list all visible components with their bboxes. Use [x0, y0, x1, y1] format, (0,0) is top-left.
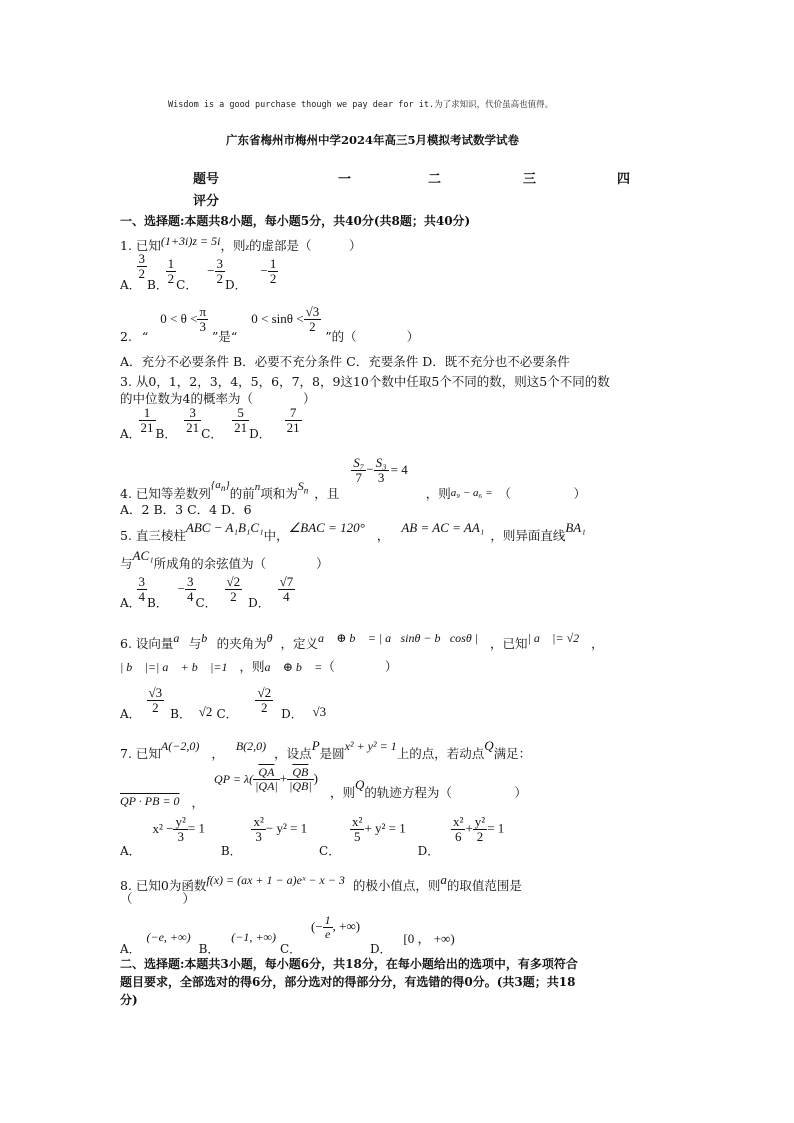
- q5-opt-a-frac: $\frac{3}{4}$: [138, 574, 145, 604]
- q8-a: a: [440, 872, 447, 887]
- q6-norms: | b⃗ |=| a⃗ + b⃗ |=1: [120, 660, 228, 674]
- section-2-line-2: 题目要求，全部选对的得6分，部分选对的得部分分，有选错的得0分。(共3题；共18: [120, 975, 576, 989]
- q8-opt-c-label: C．: [279, 941, 302, 956]
- q4-minus: −: [366, 461, 374, 477]
- question-7: [120, 736, 532, 761]
- q6-norm-a: | a⃗ |= √2: [527, 631, 580, 645]
- q6-vec-a: a⃗: [173, 631, 189, 645]
- q4-t3: ，且: [314, 485, 340, 501]
- q8-opt-b-value: (−1, +∞): [231, 929, 276, 944]
- q2-quote-open: “: [141, 328, 149, 344]
- q4-frac-2: $\frac{\text{S₃}}{3}$: [375, 455, 387, 485]
- q6-opt-c-frac: $\frac{√2}{2}$: [257, 685, 272, 715]
- q5-t3: ，则异面直线: [490, 528, 566, 543]
- q1-opt-c-label: C．: [176, 277, 198, 292]
- q6-t5: ，: [591, 636, 604, 651]
- q6-options: [120, 685, 327, 721]
- q3-opt-b-frac: $\frac{3}{21}$: [186, 405, 200, 435]
- q2-number: 2.: [120, 328, 132, 344]
- section-2-line-1: 二、选择题:本题共3小题，每小题6分，共18分，在每小题给出的选项中，有多项符合: [120, 957, 578, 971]
- q4-seq: $\{a_n\}$: [210, 478, 230, 493]
- q5-head: 5. 直三棱柱: [120, 528, 186, 543]
- q6-vec-b: b⃗: [201, 631, 217, 645]
- q5-line-ba: BA₁: [565, 520, 586, 535]
- score-table-col-2: 二: [428, 172, 442, 187]
- question-1: [120, 236, 361, 254]
- q2-options: A．充分不必要条件 B．必要不充分条件 C．充要条件 D．既不充分也不必要条件: [120, 354, 570, 369]
- q7-opt-d-post: = 1: [487, 820, 505, 836]
- q4-head: 4. 已知等差数列: [120, 485, 211, 501]
- q6-t4: ，已知: [490, 636, 528, 651]
- q5-opt-c-label: C．: [195, 595, 217, 610]
- q4-t2: 项和为: [260, 485, 298, 501]
- q7-frac-qb: $\frac{\overline{QB}}{|QB|}$: [289, 765, 312, 793]
- q4-t5: （ ）: [498, 485, 587, 501]
- q6-line-2: [120, 657, 397, 675]
- q7-P: P: [311, 738, 320, 753]
- score-table-col-4: 四: [617, 172, 631, 187]
- score-table-col-1: 一: [338, 172, 352, 187]
- q5-t2: ，: [376, 528, 390, 543]
- q7-opt-a-frac: $\frac{\text{y²}}{3}$: [175, 814, 186, 844]
- q3-line-1: 3. 从0，1，2，3，4，5，6，7，8，9这10个数中任取5个不同的数，则这5个不同的数: [120, 374, 610, 389]
- q8-t2: 的取值范围是: [446, 878, 522, 893]
- score-table-label-tihao: 题号: [193, 172, 220, 187]
- q7-t4: 上的点，若动点: [396, 746, 485, 761]
- q5-opt-b-label: B．: [147, 595, 168, 610]
- q7-Q: Q: [484, 738, 494, 753]
- q6-t6: ，则: [239, 659, 265, 674]
- q7-opt-d-label: D．: [417, 843, 440, 858]
- header-motto: Wisdom is a good purchase though we pay dear for it.为了求知识，代价虽高也值得。: [168, 100, 554, 110]
- q1-equation: (1+3i)z = 5i: [160, 234, 221, 248]
- q7-point-a: A(−2,0): [160, 739, 200, 753]
- q5-eqs: AB = AC = AA₁: [401, 520, 485, 535]
- q8-opt-c-post: , +∞): [332, 918, 361, 934]
- q8-head: 8. 已知0为函数: [120, 878, 207, 893]
- q7-t2: ，设点: [274, 746, 312, 761]
- q8-opt-b-label: B．: [198, 941, 220, 956]
- q8-opt-c-frac: $\frac{1}{e}$: [324, 913, 331, 941]
- q5-line-2: [120, 546, 329, 571]
- q5-prism: ABC − A₁B₁C₁: [185, 520, 264, 535]
- q3-opt-d-label: D．: [249, 426, 271, 441]
- q4-t4: ，则: [425, 485, 451, 501]
- q4-expr: a₉ − a₆ =: [450, 486, 493, 499]
- q6-opt-b-value: √2: [198, 703, 213, 719]
- q1-tail: 的虚部是（ ）: [248, 238, 362, 253]
- q7-t6: ，: [191, 794, 205, 810]
- question-8: [120, 870, 522, 893]
- q8-opt-a-value: (−e, +∞): [146, 929, 191, 944]
- q6-opt-b-label: B．: [170, 706, 191, 721]
- q7-t1: ，: [211, 746, 224, 761]
- q2-quote-mid: ”是“: [212, 328, 238, 344]
- q6-t1: 与: [188, 636, 202, 651]
- q7-opt-c-frac: $\frac{\text{x²}}{5}$: [352, 814, 363, 844]
- q7-circle: x² + y² = 1: [344, 739, 397, 753]
- score-table-col-3: 三: [523, 172, 537, 187]
- q7-opt-c-post: + y² = 1: [364, 820, 406, 836]
- q7-condition-2-left: QP = λ(: [214, 771, 254, 786]
- q7-point-b: B(2,0): [235, 739, 267, 753]
- q1-opt-d-label: D．: [225, 277, 247, 292]
- q7-opt-d-plus: +: [465, 820, 473, 836]
- q1-options: [120, 251, 278, 292]
- q5-options: [120, 574, 295, 610]
- q5-opt-d-frac: $\frac{√7}{4}$: [279, 574, 294, 604]
- q1-opt-c-frac: $\frac{3}{2}$: [216, 256, 224, 286]
- q7-opt-c-label: C．: [319, 843, 341, 858]
- q7-opt-b-post: − y² = 1: [265, 820, 308, 836]
- q7-opt-a-post: = 1: [187, 820, 205, 836]
- q7-head: 7. 已知: [120, 746, 161, 761]
- q1-var: z: [245, 242, 249, 252]
- q5-line2-post: 所成角的余弦值为（ ）: [153, 556, 329, 571]
- q2-cond1-left: 0 < θ <: [160, 310, 198, 326]
- question-2: [120, 304, 420, 344]
- q5-opt-b-sign: −: [177, 580, 185, 596]
- q3-opt-a-frac: $\frac{1}{21}$: [140, 405, 154, 435]
- section-2-line-3: 分): [120, 993, 138, 1007]
- q6-opt-a-label: A．: [120, 706, 141, 721]
- q6-head: 6. 设向量: [120, 636, 174, 651]
- q8-opt-a-label: A．: [120, 941, 141, 956]
- q4-frac-1: $\frac{\text{S₇}}{7}$: [353, 455, 365, 485]
- q7-t7: ，则: [329, 784, 355, 800]
- q5-line-ac: AC₁: [132, 548, 154, 563]
- q7-condition-1: QP · PB = 0: [120, 793, 180, 808]
- q3-options: [120, 405, 302, 441]
- q5-opt-c-frac: $\frac{√2}{2}$: [226, 574, 241, 604]
- q7-t8: 的轨迹方程为（ ）: [364, 784, 527, 800]
- q6-ask: a⃗ ⊕ b⃗ =: [264, 660, 323, 674]
- q7-conditions: [120, 765, 527, 810]
- q7-opt-b-frac: $\frac{\text{x²}}{3}$: [253, 814, 264, 844]
- q3-opt-c-frac: $\frac{5}{21}$: [234, 405, 248, 435]
- score-table-label-pingfen: 评分: [193, 194, 220, 209]
- q3-line-2: 的中位数为4的概率为（ ）: [120, 391, 316, 406]
- q7-opt-b-label: B．: [220, 843, 242, 858]
- question-4: [120, 455, 587, 501]
- q7-opt-d-frac-1: $\frac{\text{x²}}{6}$: [453, 814, 464, 844]
- q2-cond2-frac: $\frac{√3}{2}$: [305, 304, 320, 334]
- q7-t5: 满足：: [493, 746, 532, 761]
- q7-frac-qa: $\frac{\overline{QA}}{|QA|}$: [255, 765, 278, 793]
- q8-opt-d-label: D．: [369, 941, 392, 956]
- q1-mid: ，则: [220, 238, 246, 253]
- q1-opt-d-sign: −: [260, 262, 268, 278]
- q5-line2-pre: 与: [120, 556, 133, 571]
- q3-opt-d-frac: $\frac{7}{21}$: [286, 405, 300, 435]
- q1-opt-b-frac: $\frac{1}{2}$: [167, 256, 175, 286]
- q8-function: f(x) = (ax + 1 − a)eˣ − x − 3: [206, 873, 345, 887]
- question-5: [120, 518, 586, 543]
- q2-quote-end: ”的（ ）: [325, 328, 420, 344]
- q6-t2: 的夹角为: [216, 636, 267, 651]
- q5-angle: ∠BAC = 120°: [288, 520, 365, 535]
- page-title: 广东省梅州市梅州中学2024年高三5月模拟考试数学试卷: [226, 133, 520, 147]
- q2-cond1-frac: $\frac{\pi}{3}$: [199, 304, 207, 334]
- q6-opt-d-label: D．: [281, 706, 303, 721]
- q7-opt-a-label: A．: [120, 843, 141, 858]
- q7-Q2: Q: [355, 776, 365, 792]
- q8-opt-c-pre: (−: [311, 918, 323, 934]
- q5-opt-d-label: D．: [248, 595, 270, 610]
- q4-options: A．2 B．3 C．4 D．6: [120, 502, 252, 517]
- q1-opt-c-sign: −: [207, 262, 215, 278]
- question-6: [120, 628, 604, 651]
- q5-opt-a-label: A．: [120, 595, 141, 610]
- q7-opt-a-pre: x² −: [152, 820, 174, 836]
- q7-condition-2-right: ): [313, 770, 318, 786]
- q4-eq4: = 4: [390, 461, 408, 477]
- q7-plus: +: [279, 770, 288, 786]
- q3-opt-b-label: B．: [155, 426, 177, 441]
- q1-number: 1. 已知: [120, 238, 161, 253]
- q8-opt-d-value: [0 ， +∞): [403, 930, 455, 946]
- q7-opt-d-frac-2: $\frac{\text{y²}}{2}$: [474, 814, 486, 844]
- q1-opt-a-label: A．: [120, 277, 141, 292]
- q3-opt-c-label: C．: [201, 426, 223, 441]
- section-1-heading: 一、选择题:本题共8小题，每小题5分，共40分(共8题；共40分): [120, 214, 471, 228]
- q6-opt-a-frac: $\frac{√3}{2}$: [148, 685, 163, 715]
- q5-t1: 中，: [263, 528, 289, 543]
- q6-t7: （ ）: [322, 659, 398, 674]
- q6-definition: a⃗ ⊕ b⃗ = | a⃗sinθ − b⃗cosθ |: [318, 631, 479, 645]
- q1-opt-d-frac: $\frac{1}{2}$: [269, 256, 277, 286]
- q4-S: $S_n$: [297, 478, 309, 496]
- q8-paren: （ ）: [120, 891, 196, 906]
- q7-t3: 是圆: [319, 746, 345, 761]
- q7-options: [120, 814, 505, 858]
- q6-t3: ，定义: [280, 636, 319, 651]
- q8-t1: 的极小值点，则: [352, 878, 441, 893]
- q3-opt-a-label: A．: [120, 426, 141, 441]
- q1-opt-a-frac: $\frac{3}{2}$: [138, 251, 145, 281]
- q8-options: [120, 913, 455, 956]
- q6-theta: θ: [266, 631, 273, 645]
- q2-cond2-left: 0 < sinθ <: [251, 310, 304, 326]
- q4-n: n: [254, 480, 261, 493]
- q4-t1: 的前: [229, 485, 255, 501]
- q5-opt-b-frac: $\frac{3}{4}$: [187, 574, 194, 604]
- q6-opt-c-label: C．: [216, 706, 238, 721]
- q6-opt-d-value: √3: [312, 703, 327, 719]
- q1-opt-b-label: B．: [147, 277, 168, 292]
